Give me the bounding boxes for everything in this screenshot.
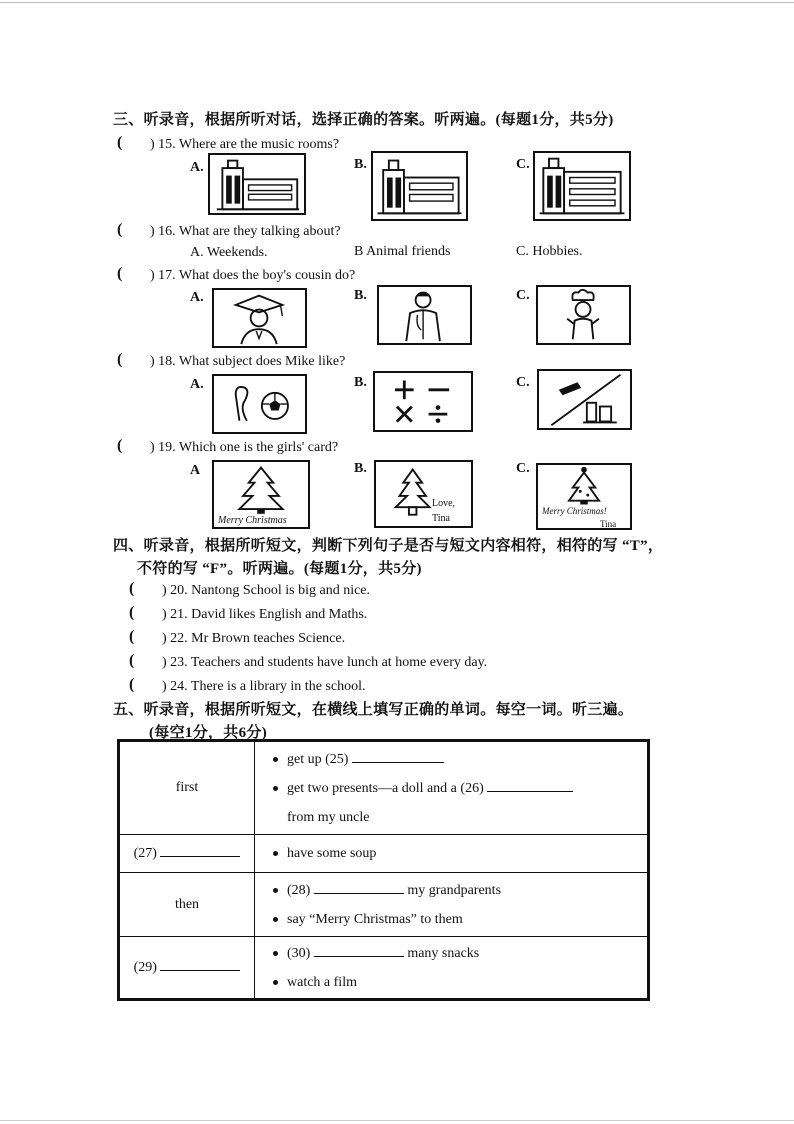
bullet-icon [273, 917, 278, 922]
q19-text: ) 19. Which one is the girls' card? [150, 440, 339, 455]
section4-heading-line2: 不符的写 “F”。听两遍。(每题1分，共5分) [137, 561, 422, 577]
q16-option-b[interactable]: B Animal friends [354, 244, 451, 259]
building-icon [535, 153, 629, 219]
row2-label-text: (27) [133, 845, 157, 861]
card-c-name: Tina [600, 519, 617, 529]
table-row [119, 835, 649, 873]
q22-paren: ( [129, 628, 135, 645]
christmas-tree-icon [538, 465, 630, 528]
lab-equipment-icon [539, 371, 630, 428]
blank-25[interactable] [352, 762, 444, 763]
row3-content [255, 873, 649, 937]
bullet-icon [273, 757, 278, 762]
q15-text: ) 15. Where are the music rooms? [150, 137, 340, 152]
christmas-card-c[interactable] [536, 463, 632, 530]
row4-label [119, 937, 255, 1000]
q15-option-a: A. [190, 160, 204, 175]
row3-item1-tail: my grandparents [407, 882, 502, 898]
bullet-icon [273, 786, 278, 791]
q18-text: ) 18. What subject does Mike like? [150, 354, 346, 369]
q19-option-c: C. [516, 461, 530, 476]
q17-text: ) 17. What does the boy's cousin do? [150, 268, 356, 283]
graduate-picture-a[interactable] [212, 288, 307, 348]
row4-label-text: (29) [133, 959, 157, 975]
row2-content [255, 835, 649, 873]
blank-29[interactable] [160, 970, 240, 971]
q15-option-c: C. [516, 157, 530, 172]
row1-item3: from my uncle [287, 809, 370, 825]
q17-option-a: A. [190, 290, 204, 305]
q18-option-a: A. [190, 377, 204, 392]
section4-heading-line1: 四、听录音，根据所听短文，判断下列句子是否与短文内容相符，相符的写 “T”， [113, 538, 664, 554]
q16-option-c[interactable]: C. Hobbies. [516, 244, 583, 259]
table-row [119, 873, 649, 937]
row2-label [119, 835, 255, 873]
q21-statement: ) 21. David likes English and Maths. [162, 607, 368, 622]
christmas-tree-icon [376, 462, 471, 526]
bullet-icon [273, 888, 278, 893]
q17-option-c: C. [516, 288, 530, 303]
doctor-picture-b[interactable] [377, 285, 472, 345]
blank-27[interactable] [160, 856, 240, 857]
q15-paren: ( [117, 134, 123, 151]
q18-option-b: B. [354, 375, 367, 390]
row3-item1: (28) [287, 882, 311, 898]
row4-item1: (30) [287, 945, 311, 961]
q23-paren: ( [129, 652, 135, 669]
building-icon [210, 155, 304, 213]
rope-and-ball-icon [214, 376, 305, 432]
section5-heading-line1: 五、听录音，根据所听短文，在横线上填写正确的单词。每空一词。听三遍。 [113, 702, 634, 718]
q16-text: ) 16. What are they talking about? [150, 224, 341, 239]
fill-in-table [117, 739, 650, 1001]
row4-item1-tail: many snacks [407, 945, 480, 961]
section3-heading: 三、听录音，根据所听对话，选择正确的答案。听两遍。(每题1分，共5分) [113, 112, 614, 128]
blank-26[interactable] [487, 791, 573, 792]
row1-item1: get up (25) [287, 751, 349, 767]
table-row [119, 741, 649, 835]
q19-option-a: A [190, 463, 201, 478]
school-building-picture-a[interactable] [208, 153, 306, 215]
card-a-greeting: Merry Christmas [218, 515, 287, 526]
bullet-icon [273, 951, 278, 956]
card-b-love: Love, [432, 498, 456, 509]
doctor-person-icon [379, 287, 470, 343]
row1-item2: get two presents—a doll and a (26) [287, 780, 484, 796]
row3-label [119, 873, 255, 937]
blank-30[interactable] [314, 956, 404, 957]
q18-paren: ( [117, 351, 123, 368]
science-picture-c[interactable] [537, 369, 632, 430]
card-b-name: Tina [432, 513, 450, 524]
row2-item1: have some soup [287, 846, 377, 861]
cook-picture-c[interactable] [536, 285, 631, 345]
q16-paren: ( [117, 221, 123, 238]
christmas-card-a[interactable] [212, 460, 310, 529]
row1-label-text: first [175, 780, 199, 795]
bullet-icon [273, 980, 278, 985]
q20-statement: ) 20. Nantong School is big and nice. [162, 583, 371, 598]
row4-content [255, 937, 649, 1000]
section5-heading-line2: (每空1分，共6分) [149, 725, 267, 741]
q15-option-b: B. [354, 157, 367, 172]
maths-picture-b[interactable] [373, 371, 473, 432]
blank-28[interactable] [314, 893, 404, 894]
q17-paren: ( [117, 265, 123, 282]
q17-option-b: B. [354, 288, 367, 303]
q22-statement: ) 22. Mr Brown teaches Science. [162, 631, 346, 646]
building-icon [373, 153, 466, 219]
math-symbols-icon [375, 373, 471, 430]
row3-label-text: then [174, 896, 200, 912]
bottom-border-line [0, 1120, 794, 1121]
q19-paren: ( [117, 437, 123, 454]
school-building-picture-c[interactable] [533, 151, 631, 221]
q16-option-a[interactable]: A. Weekends. [190, 245, 268, 260]
table-row [119, 937, 649, 1000]
top-border-line [0, 2, 794, 3]
q18-option-c: C. [516, 375, 530, 390]
q24-paren: ( [129, 676, 135, 693]
q20-paren: ( [129, 580, 135, 597]
row4-item2: watch a film [287, 974, 357, 990]
q19-option-b: B. [354, 461, 367, 476]
graduate-person-icon [214, 290, 305, 346]
q21-paren: ( [129, 604, 135, 621]
school-building-picture-b[interactable] [371, 151, 468, 221]
pe-picture-a[interactable] [212, 374, 307, 434]
bullet-icon [273, 851, 278, 856]
card-c-greeting: Merry Christmas! [542, 506, 607, 516]
cook-person-icon [538, 287, 629, 343]
q24-statement: ) 24. There is a library in the school. [162, 679, 366, 694]
row1-content [255, 741, 649, 835]
row3-item2: say “Merry Christmas” to them [287, 911, 463, 927]
row1-label [119, 741, 255, 835]
christmas-card-b[interactable] [374, 460, 473, 528]
q23-statement: ) 23. Teachers and students have lunch at home every day. [162, 655, 488, 670]
